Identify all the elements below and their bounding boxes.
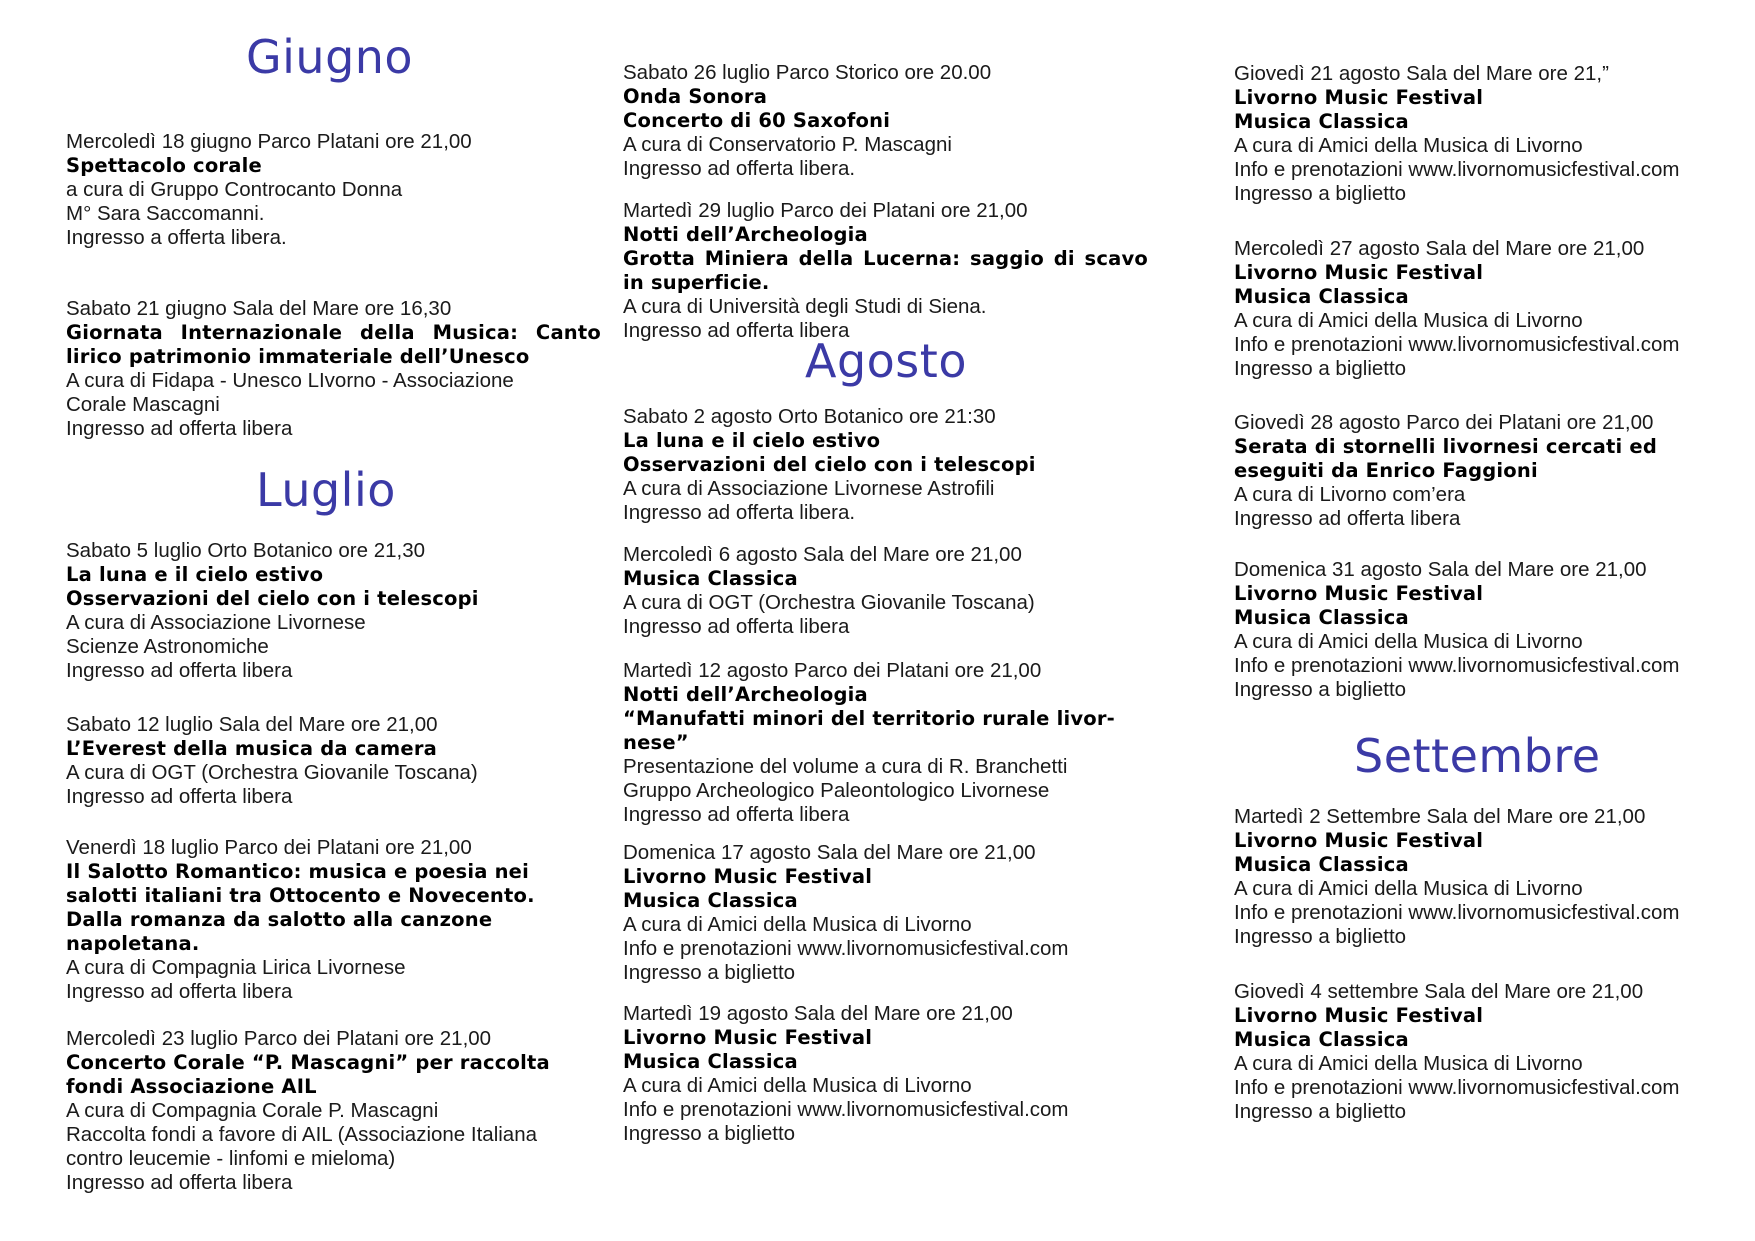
event-detail: A cura di Associazione Livornese Astrofili [623,477,995,500]
event-detail: Scienze Astronomiche [66,635,269,658]
event-detail: Ingresso ad offerta libera [623,615,850,638]
month-heading-luglio: Luglio [256,463,396,517]
event-title: “Manufatti minori del territorio rurale livor-nese” [623,707,1115,754]
event-detail: Ingresso ad offerta libera [66,417,293,440]
event-detail: Ingresso ad offerta libera [66,785,293,808]
event-detail: A cura di Amici della Musica di Livorno [1234,309,1583,332]
event-item [66,836,601,1004]
event-detail: Gruppo Archeologico Paleontologico Livornese [623,779,1050,802]
event-detail: Info e prenotazioni www.livornomusicfestival.com [623,1098,1069,1121]
event-title: L’Everest della musica da camera [66,737,438,760]
event-item [1234,62,1734,206]
month-heading-giugno: Giugno [246,30,414,84]
event-title: Concerto di 60 Saxofoni [623,109,891,132]
event-item [1234,411,1734,531]
event-date: Venerdì 18 luglio Parco dei Platani ore 21,00 [66,836,472,859]
event-item [623,841,1148,985]
month-heading-settembre: Settembre [1354,729,1601,783]
event-item [623,1002,1148,1146]
event-date: Domenica 17 agosto Sala del Mare ore 21,00 [623,841,1036,864]
event-title: La luna e il cielo estivo [623,429,881,452]
event-detail: Info e prenotazioni www.livornomusicfestival.com [1234,333,1680,356]
event-title: Osservazioni del cielo con i telescopi [623,453,1036,476]
event-title: Serata di stornelli livornesi cercati ed eseguiti da Enrico Faggioni [1234,435,1658,482]
event-date: Martedì 12 agosto Parco dei Platani ore 21,00 [623,659,1042,682]
event-detail: A cura di Conservatorio P. Mascagni [623,133,952,156]
event-detail: Ingresso a biglietto [1234,1100,1407,1123]
event-date: Sabato 12 luglio Sala del Mare ore 21,00 [66,713,438,736]
event-item [623,659,1148,827]
event-title: Livorno Music Festival [623,1026,873,1049]
event-detail: Info e prenotazioni www.livornomusicfestival.com [1234,654,1680,677]
event-detail: Ingresso ad offerta libera. [623,501,856,524]
event-detail: A cura di Livorno com’era [1234,483,1466,506]
event-detail: A cura di OGT (Orchestra Giovanile Toscana) [623,591,1035,614]
event-title: La luna e il cielo estivo [66,563,324,586]
event-title: Osservazioni del cielo con i telescopi [66,587,479,610]
event-detail: Ingresso a biglietto [1234,925,1407,948]
event-title: Livorno Music Festival [1234,86,1484,109]
event-date: Mercoledì 18 giugno Parco Platani ore 21,00 [66,130,472,153]
event-date: Giovedì 4 settembre Sala del Mare ore 21,00 [1234,980,1644,1003]
event-title: Onda Sonora [623,85,768,108]
event-item [623,405,1148,525]
event-title: Musica Classica [1234,285,1409,308]
event-item [66,130,601,250]
event-title: Musica Classica [1234,606,1409,629]
event-detail: A cura di Fidapa - Unesco LIvorno - Associazione Corale Mascagni [66,369,514,416]
event-detail: Ingresso a biglietto [623,961,796,984]
event-detail: Ingresso ad offerta libera [623,803,850,826]
event-date: Martedì 2 Settembre Sala del Mare ore 21,00 [1234,805,1646,828]
event-detail: A cura di OGT (Orchestra Giovanile Toscana) [66,761,478,784]
event-date: Giovedì 28 agosto Parco dei Platani ore 21,00 [1234,411,1654,434]
event-detail: Ingresso ad offerta libera. [623,157,856,180]
event-date: Mercoledì 27 agosto Sala del Mare ore 21,00 [1234,237,1645,260]
event-detail: A cura di Associazione Livornese [66,611,366,634]
event-title: Livorno Music Festival [623,865,873,888]
event-title: Livorno Music Festival [1234,261,1484,284]
event-detail: Raccolta fondi a favore di AIL (Associazione Italiana contro leucemie - linfomi e mieloma) [66,1123,538,1170]
event-detail: Ingresso a biglietto [1234,182,1407,205]
event-item [66,297,601,441]
event-item [1234,980,1734,1124]
event-detail: A cura di Compagnia Lirica Livornese [66,956,406,979]
event-detail: A cura di Compagnia Corale P. Mascagni [66,1099,439,1122]
event-title: Musica Classica [1234,853,1409,876]
event-detail: Info e prenotazioni www.livornomusicfestival.com [1234,901,1680,924]
event-detail: Ingresso a biglietto [623,1122,796,1145]
event-detail: Presentazione del volume a cura di R. Branchetti [623,755,1068,778]
event-title: Giornata Internazionale della Musica: Canto lirico patrimonio immateriale dell’Unesco [66,321,601,368]
event-title: Livorno Music Festival [1234,829,1484,852]
event-item [1234,237,1734,381]
event-date: Mercoledì 6 agosto Sala del Mare ore 21,00 [623,543,1022,566]
event-detail: Ingresso ad offerta libera [66,659,293,682]
event-title: Concerto Corale “P. Mascagni” per raccolta fondi Associazione AIL [66,1051,550,1098]
event-detail: A cura di Amici della Musica di Livorno [1234,630,1583,653]
event-detail: Ingresso a biglietto [1234,357,1407,380]
event-item [623,61,1148,181]
event-item [1234,805,1734,949]
event-date: Sabato 5 luglio Orto Botanico ore 21,30 [66,539,425,562]
event-item [66,539,601,683]
event-detail: A cura di Amici della Musica di Livorno [623,913,972,936]
event-title: Musica Classica [623,889,798,912]
event-title: Musica Classica [623,567,798,590]
event-date: Martedì 19 agosto Sala del Mare ore 21,00 [623,1002,1013,1025]
event-title: Musica Classica [1234,1028,1409,1051]
event-detail: Info e prenotazioni www.livornomusicfestival.com [623,937,1069,960]
event-detail: Ingresso ad offerta libera [66,1171,293,1194]
event-date: Martedì 29 luglio Parco dei Platani ore 21,00 [623,199,1028,222]
event-date: Domenica 31 agosto Sala del Mare ore 21,00 [1234,558,1647,581]
event-detail: M° Sara Saccomanni. [66,202,265,225]
event-detail: A cura di Amici della Musica di Livorno [1234,134,1583,157]
event-title: Notti dell’Archeologia [623,683,868,706]
event-detail: A cura di Amici della Musica di Livorno [1234,877,1583,900]
event-detail: Ingresso ad offerta libera [1234,507,1461,530]
event-title: Notti dell’Archeologia [623,223,868,246]
event-date: Giovedì 21 agosto Sala del Mare ore 21,” [1234,62,1609,85]
event-date: Mercoledì 23 luglio Parco dei Platani ore 21,00 [66,1027,492,1050]
event-detail: Ingresso a offerta libera. [66,226,287,249]
event-title: Grotta Miniera della Lucerna: saggio di scavo in superficie. [623,247,1148,294]
event-detail: Info e prenotazioni www.livornomusicfestival.com [1234,1076,1680,1099]
event-date: Sabato 26 luglio Parco Storico ore 20.00 [623,61,992,84]
event-title: Il Salotto Romantico: musica e poesia nei salotti italiani tra Ottocento e Novecento. Dalla romanza da salotto alla canzone napoletana. [66,860,535,955]
event-title: Musica Classica [1234,110,1409,133]
event-detail: Ingresso ad offerta libera [66,980,293,1003]
event-detail: A cura di Università degli Studi di Siena. [623,295,987,318]
event-date: Sabato 21 giugno Sala del Mare ore 16,30 [66,297,452,320]
event-item [1234,558,1734,702]
event-item [623,543,1148,639]
event-date: Sabato 2 agosto Orto Botanico ore 21:30 [623,405,996,428]
month-heading-agosto: Agosto [805,334,967,388]
event-detail: A cura di Amici della Musica di Livorno [623,1074,972,1097]
event-item [66,713,601,809]
event-detail: a cura di Gruppo Controcanto Donna [66,178,403,201]
event-detail: Info e prenotazioni www.livornomusicfestival.com [1234,158,1680,181]
event-title: Musica Classica [623,1050,798,1073]
event-detail: Ingresso a biglietto [1234,678,1407,701]
event-title: Livorno Music Festival [1234,1004,1484,1027]
event-item [623,199,1148,343]
event-item [66,1027,601,1195]
event-title: Livorno Music Festival [1234,582,1484,605]
event-detail: Ingresso ad offerta libera [623,319,850,342]
event-detail: A cura di Amici della Musica di Livorno [1234,1052,1583,1075]
event-title: Spettacolo corale [66,154,262,177]
